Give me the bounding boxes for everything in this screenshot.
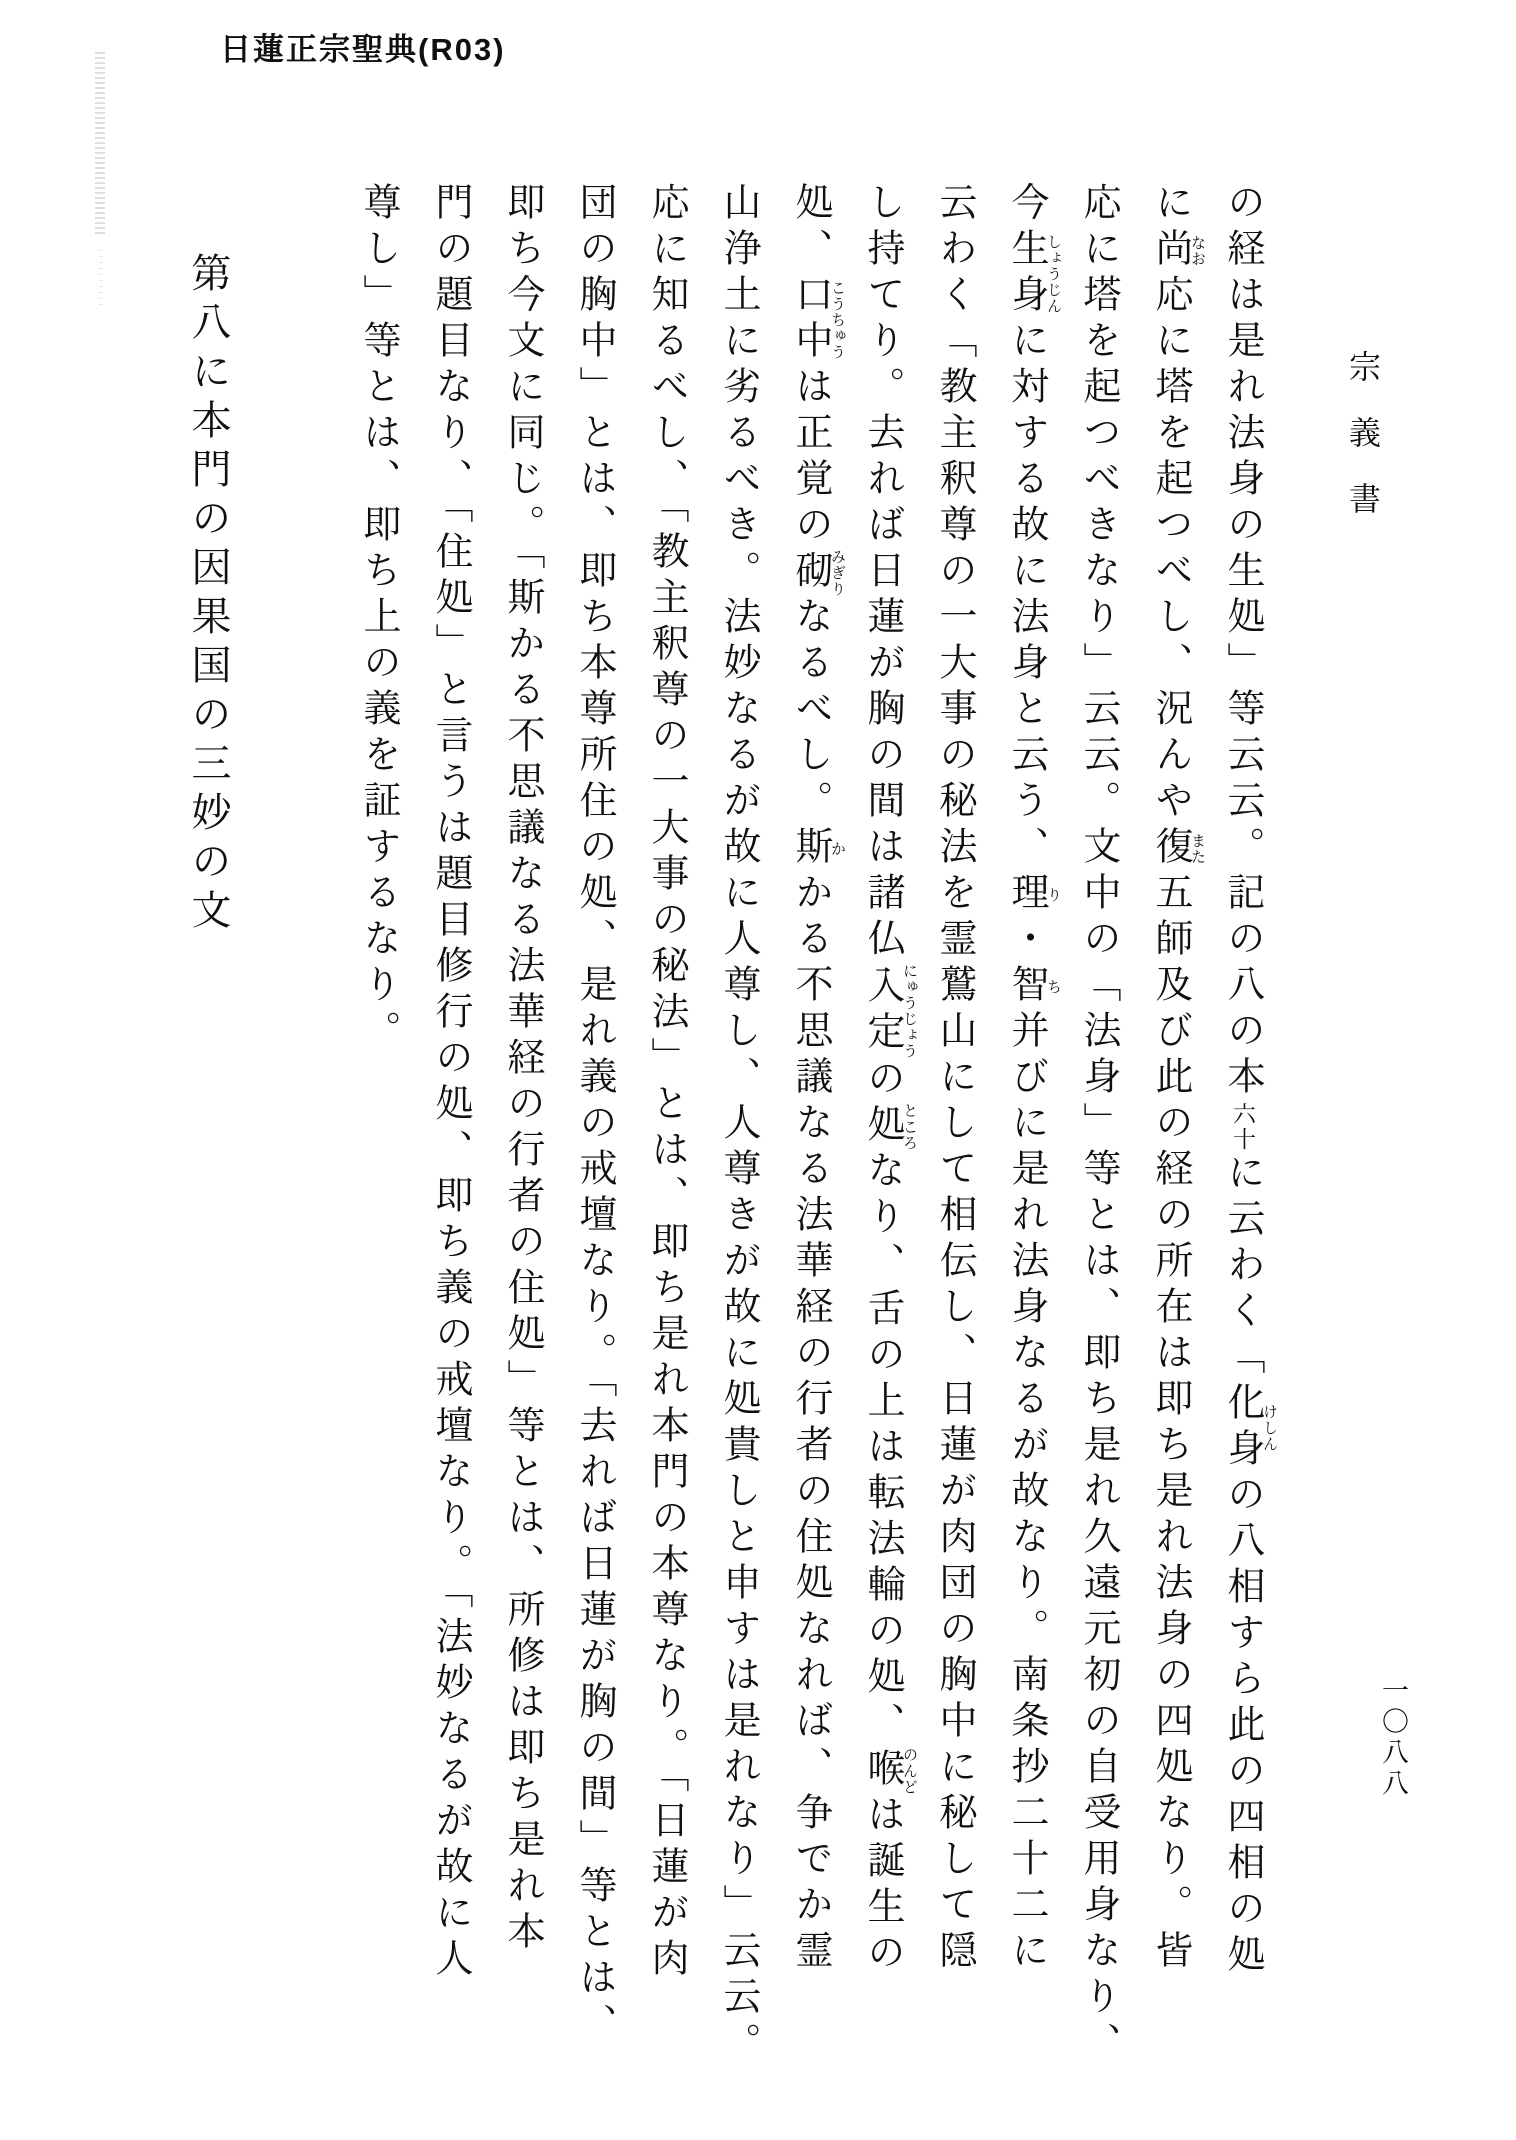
text-column-7: 処、口中こうちゅうは正覚の砌みぎりなるべし。斯かかる不思議なる法華経の行者の住処なれば、争でか霊 (789, 182, 845, 1976)
scan-noise-artifact-small (99, 250, 103, 310)
text-column-2: に尚なお応に塔を起つべし、況んや復また五師及び此の経の所在は即ち是れ法身の四処なり。皆 (1149, 182, 1205, 1976)
text-column-10: 団の胸中」とは、即ち本尊所住の処、是れ義の戒壇なり。「去れば日蓮が胸の間」等とは、 (573, 182, 615, 2049)
section-heading: 第八に本門の因果国の三妙の文 (186, 252, 231, 938)
text-column-9: 応に知るべし、「教主釈尊の一大事の秘法」とは、即ち是れ本門の本尊なり。「日蓮が肉 (645, 182, 687, 1984)
text-column-13: 尊し」等とは、即ち上の義を証するなり。 (357, 182, 399, 1056)
text-column-5: 云わく「教主釈尊の一大事の秘法を霊鷲山にして相伝し、日蓮が肉団の胸中に秘して隠 (933, 182, 975, 1976)
text-column-4: 今生身しょうじんに対する故に法身と云う、理り・智ち并びに是れ法身なるが故なり。南条抄二十二に (1005, 182, 1061, 1976)
text-column-3: 応に塔を起つべきなり」云云。文中の「法身」等とは、即ち是れ久遠元初の自受用身なり、 (1077, 182, 1119, 2068)
text-column-6: し持てり。去れば日蓮が胸の間は諸仏入定にゅうじょうの処ところなり、舌の上は転法輪の処、喉のんどは誕生の (861, 182, 917, 1978)
page-number: 一〇八八 (1378, 1676, 1408, 1800)
text-column-12: 門の題目なり、「住処」と言うは題目修行の処、即ち義の戒壇なり。「法妙なるが故に人 (429, 182, 471, 1984)
document-title-header: 日蓮正宗聖典(R03) (220, 32, 506, 67)
text-column-11: 即ち今文に同じ。「斯かる不思議なる法華経の行者の住処」等とは、所修は即ち是れ本 (501, 182, 543, 1957)
inline-reference-note: 六十 (1230, 1102, 1255, 1152)
main-vertical-text-block (342, 182, 1278, 2127)
running-head-section-name: 宗義書 (1345, 350, 1381, 548)
text-column-8: 山浄土に劣るべき。法妙なるが故に人尊し、人尊きが故に処貴しと申すは是れなり」云云。 (717, 182, 759, 2068)
scan-noise-artifact (95, 52, 105, 237)
text-column-1: の経は是れ法身の生処」等云云。記の八の本六十に云わく「化身けしんの八相すら此の四相の処 (1221, 182, 1277, 1980)
